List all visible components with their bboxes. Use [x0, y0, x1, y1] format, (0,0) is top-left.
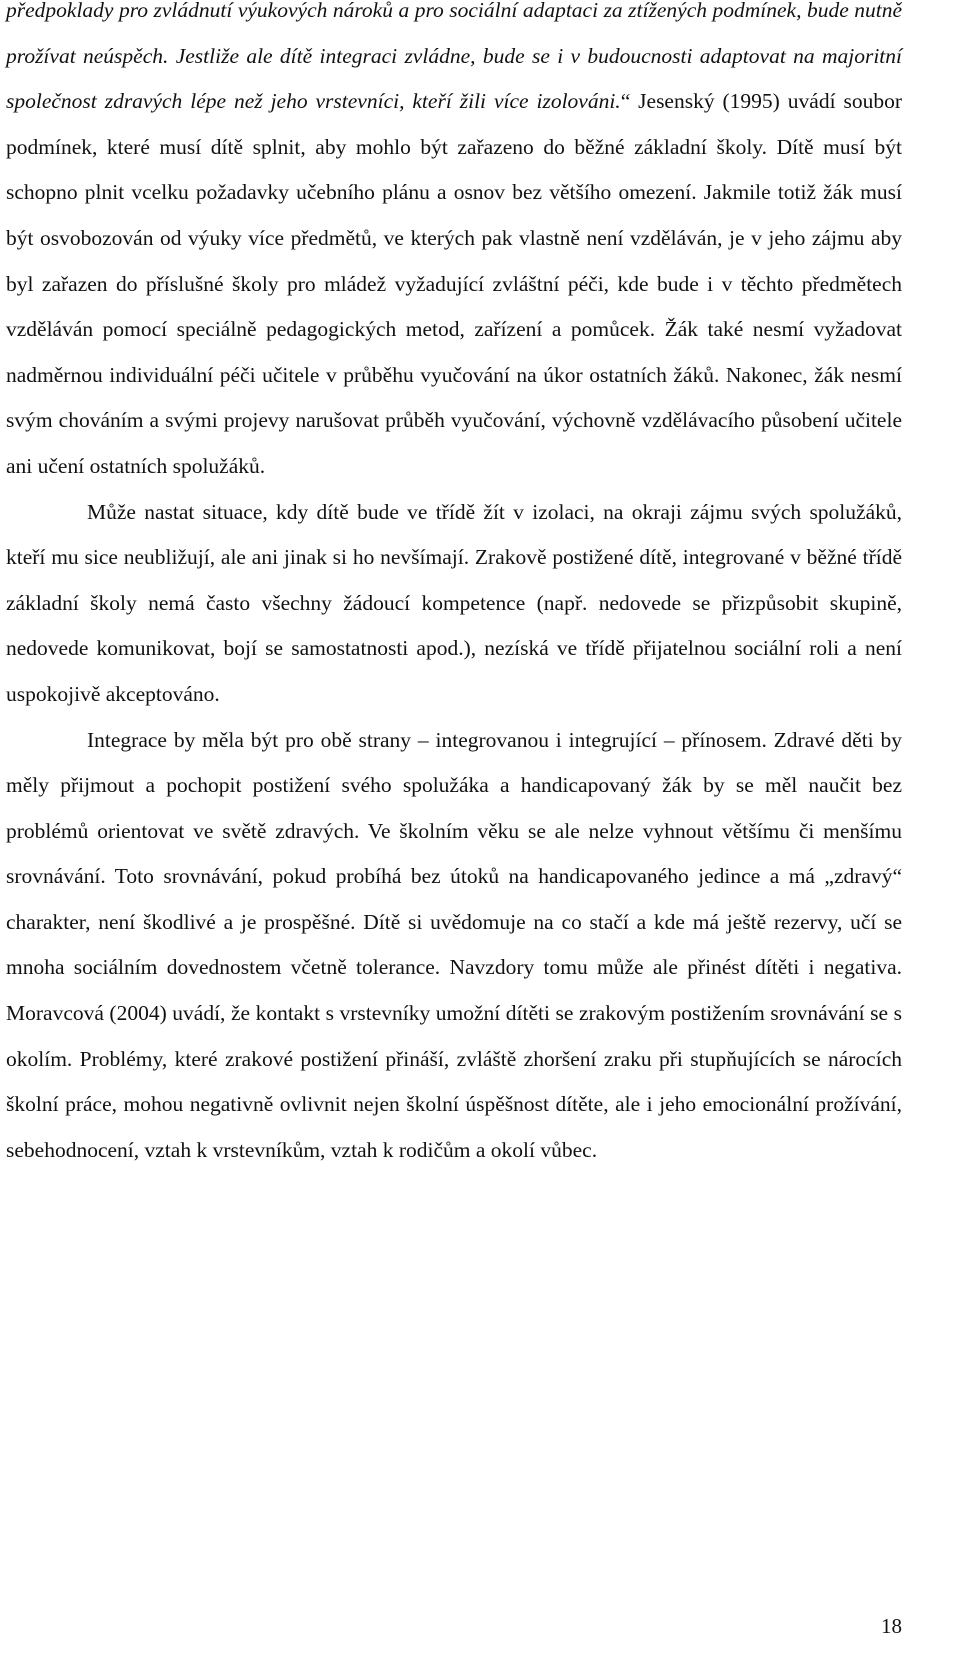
paragraph-1-text: “ Jesenský (1995) uvádí soubor podmínek, které musí dítě splnit, aby mohlo být zařazeno do běžné základní školy. Dítě musí být schopno plnit vcelku požadavky učebního plánu a osnov bez většího omezení. Jakmile totiž žák musí být osvobozován od výuky více předmětů, ve kterých pak vlastně není vzděláván, je v jeho zájmu aby byl zařazen do příslušné školy pro mládež vyžadující zvláštní péči, kde bude i v těchto předmětech vzděláván pomocí speciálně pedagogických metod, zařízení a pomůcek. Žák také nesmí vyžadovat nadměrnou individuální péči učitele v průběhu vyučování na úkor ostatních žáků. Nakonec, žák nesmí svým chováním a svými projevy narušovat průběh vyučování, výchovně vzdělávacího působení učitele ani učení ostatních spolužáků.: [6, 89, 902, 478]
paragraph-1: [6, 0, 902, 490]
body-text: [6, 0, 902, 1173]
paragraph-3: Integrace by měla být pro obě strany – integrovanou i integrující – přínosem. Zdravé děti by měly přijmout a pochopit postižení svého spolužáka a handicapovaný žák by se měl naučit bez problémů orientovat ve světě zdravých. Ve školním věku se ale nelze vyhnout většímu či menšímu srovnávání. Toto srovnávání, pokud probíhá bez útoků na handicapovaného jedince a má „zdravý“ charakter, není škodlivé a je prospěšné. Dítě si uvědomuje na co stačí a kde má ještě rezervy, učí se mnoha sociálním dovednostem včetně tolerance. Navzdory tomu může ale přinést dítěti i negativa. Moravcová (2004) uvádí, že kontakt s vrstevníky umožní dítěti se zrakovým postižením srovnávání se s okolím. Problémy, které zrakové postižení přináší, zvláště zhoršení zraku při stupňujících se nárocích školní práce, mohou negativně ovlivnit nejen školní úspěšnost dítěte, ale i jeho emocionální prožívání, sebehodnocení, vztah k vrstevníkům, vztah k rodičům a okolí vůbec.: [6, 727, 902, 1162]
paragraph-2: Může nastat situace, kdy dítě bude ve třídě žít v izolaci, na okraji zájmu svých spolužáků, kteří mu sice neubližují, ale ani jinak si ho nevšímají. Zrakově postižené dítě, integrované v běžné třídě základní školy nemá často všechny žádoucí kompetence (např. nedovede se přizpůsobit skupině, nedovede komunikovat, bojí se samostatnosti apod.), nezíská ve třídě přijatelnou sociální roli a není uspokojivě akceptováno.: [6, 499, 902, 706]
page-number: 18: [881, 1614, 902, 1638]
quoted-text-end: předpoklady pro zvládnutí výukových nároků a pro sociální adaptaci za ztížených podmínek, bude nutně prožívat neúspěch. Jestliže ale dítě integraci zvládne, bude se i v budoucnosti adaptovat na majoritní společnost zdravých lépe než jeho vrstevníci, kteří žili více izolováni.: [6, 0, 902, 114]
